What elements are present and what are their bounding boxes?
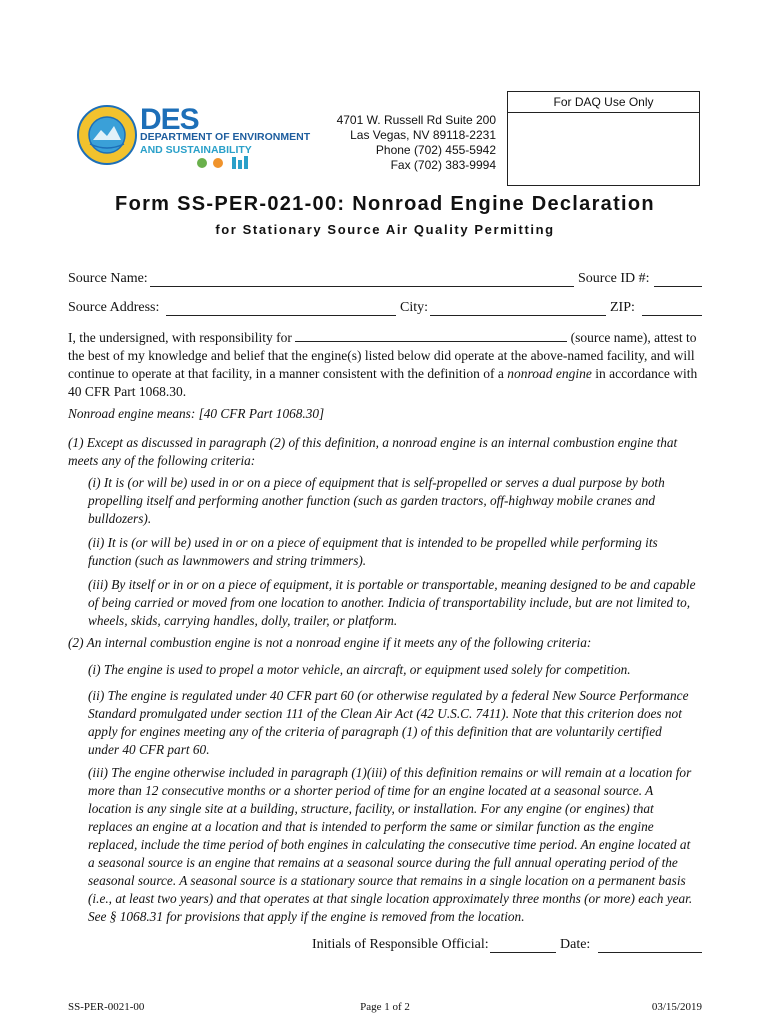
attestation-text-b: (source name), attest to the best of my knowledge and belief that the engine(s) listed below did operate at the above-named facility, and will continue to operate at that facility, in a manner consistent with the definition of a — [68, 330, 697, 381]
paragraph-1-ii: (ii) It is (or will be) used in or on a piece of equipment that is intended to be propelled while performing its function (such as lawnmowers and string trimmers). — [88, 535, 658, 568]
initials-label: Initials of Responsible Official: — [312, 937, 489, 952]
footer-form-code: SS-PER-0021-00 — [68, 1001, 145, 1013]
daq-use-only-label: For DAQ Use Only — [507, 91, 700, 113]
paragraph-2-ii: (ii) The engine is regulated under 40 CFR part 60 (or otherwise regulated by a federal New Source Performance Standard promulgated under section 111 of the Clean Air Act (42 U.S.C. 7411). Note that this criterion does not apply for engines meeting any of the criteria of paragraph (1) of this definition that are voluntarily certified under 40 CFR part 60. — [88, 688, 689, 757]
org-acronym: DES — [140, 103, 199, 136]
footer-page-number: Page 1 of 2 — [360, 1001, 410, 1013]
address-line: 4701 W. Russell Rd Suite 200 — [336, 113, 496, 127]
form-title: Form SS-PER-021-00: Nonroad Engine Declaration — [115, 193, 655, 215]
paragraph-1-iii: (iii) By itself or in or on a piece of equipment, it is portable or transportable, meaning designed to be and capable of being carried or moved from one location to another. Indicia of transportability include, but are not limited to, wheels, skids, carrying handles, dolly, trailer, or platform. — [88, 577, 696, 628]
zip-label: ZIP: — [610, 300, 635, 315]
attestation-emphasis: nonroad engine — [507, 366, 592, 381]
footer-date: 03/15/2019 — [651, 1001, 702, 1013]
paragraph-2: (2) An internal combustion engine is not a nonroad engine if it meets any of the following criteria: — [68, 635, 592, 650]
attestation-text-a: I, the undersigned, with responsibility for — [68, 330, 296, 345]
org-name-line-2: AND SUSTAINABILITY — [140, 144, 252, 156]
source-name-field[interactable] — [150, 286, 574, 287]
paragraph-2-i: (i) The engine is used to propel a motor vehicle, an aircraft, or equipment used solely for competition. — [88, 662, 631, 677]
attestation-paragraph — [68, 329, 704, 401]
city-label: City: — [400, 300, 429, 315]
date-label: Date: — [560, 937, 591, 952]
source-name-inline-field[interactable] — [295, 329, 567, 342]
city-field[interactable] — [430, 315, 606, 316]
initials-field[interactable] — [490, 952, 556, 953]
fax-line: Fax (702) 383-9994 — [390, 158, 496, 172]
date-field[interactable] — [598, 952, 702, 953]
source-address-field[interactable] — [166, 315, 396, 316]
org-name-line-1: DEPARTMENT OF ENVIRONMENT — [140, 131, 311, 143]
phone-line: Phone (702) 455-5942 — [375, 143, 496, 157]
attestation-text-c: in accordance with 40 CFR Part 1068.30. — [68, 366, 698, 399]
partner-logos — [196, 154, 256, 172]
source-id-label: Source ID #: — [578, 271, 650, 286]
clark-county-seal-logo — [76, 104, 138, 166]
definition-heading: Nonroad engine means: [40 CFR Part 1068.30] — [68, 406, 325, 421]
paragraph-1: (1) Except as discussed in paragraph (2) of this definition, a nonroad engine is an internal combustion engine that meets any of the following criteria: — [68, 435, 678, 468]
address-line: Las Vegas, NV 89118-2231 — [350, 128, 496, 142]
paragraph-1-i: (i) It is (or will be) used in or on a piece of equipment that is self-propelled or serves a dual purpose by both propelling itself and performing another function (such as garden tractors, off-highway mobile cranes and bulldozers). — [88, 475, 665, 526]
form-subtitle: for Stationary Source Air Quality Permitting — [215, 222, 555, 237]
source-id-field[interactable] — [654, 286, 702, 287]
source-address-label: Source Address: — [68, 300, 160, 315]
zip-field[interactable] — [642, 315, 702, 316]
paragraph-2-iii: (iii) The engine otherwise included in paragraph (1)(iii) of this definition remains or will remain at a location for more than 12 consecutive months or a shorter period of time for an engine located at a seasonal source. A location is any single site at a building, structure, facility, or installation. For any engine (or engines) that replaces an engine at a location and that is intended to perform the same or similar function as the engine replaced, include the time period of both engines in calculating the consecutive time period. An engine located at a seasonal source is an engine that remains at a seasonal source during the full annual operating period of the seasonal source. A seasonal source is a stationary source that remains in a single location on a permanent basis (i.e., at least two years) and that operates at that single location approximately three months (or more) each year. See § 1068.31 for provisions that apply if the engine is removed from the location. — [88, 765, 693, 924]
source-name-label: Source Name: — [68, 271, 148, 286]
